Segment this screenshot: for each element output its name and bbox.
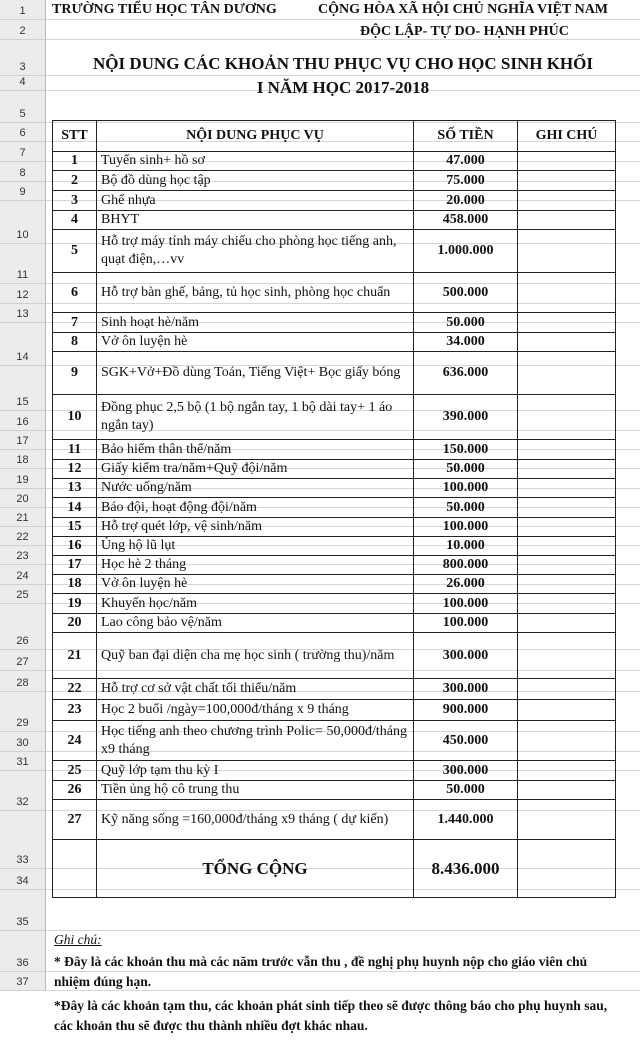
stt-cell[interactable]: 27 <box>53 800 97 840</box>
amount-cell[interactable]: 458.000 <box>414 211 518 230</box>
row-number[interactable]: 28 <box>0 671 46 692</box>
stt-cell[interactable]: 5 <box>53 230 97 273</box>
content-cell[interactable]: Bộ đồ dùng học tập <box>97 171 414 191</box>
notes-heading-text: Ghi chú: <box>54 932 102 947</box>
content-cell[interactable]: Tuyển sinh+ hồ sơ <box>97 152 414 171</box>
row-number[interactable]: 18 <box>0 450 46 469</box>
content-cell[interactable]: Hỗ trợ quét lớp, vệ sinh/năm <box>97 518 414 537</box>
table-row <box>53 152 616 171</box>
row-number[interactable]: 29 <box>0 692 46 732</box>
content-cell[interactable]: Học tiếng anh theo chương trình Polic= 50,000đ/tháng x9 tháng <box>97 721 414 761</box>
title-line-1: NỘI DUNG CÁC KHOẢN THU PHỤC VỤ CHO HỌC SINH KHỐI <box>93 54 593 73</box>
table-row <box>53 781 616 800</box>
content-cell[interactable]: Vở ôn luyện hè <box>97 575 414 594</box>
table-row <box>53 721 616 761</box>
stt-cell[interactable]: 6 <box>53 273 97 313</box>
content-cell[interactable]: Học hè 2 tháng <box>97 556 414 575</box>
row-number[interactable]: 11 <box>0 244 46 284</box>
title-line-2: I NĂM HỌC 2017-2018 <box>256 78 430 97</box>
amount-cell[interactable]: 1.440.000 <box>414 800 518 840</box>
republic-name: CỘNG HÒA XÃ HỘI CHỦ NGHĨA VIỆT NAM <box>318 2 609 17</box>
table-row <box>53 273 616 313</box>
stt-cell[interactable]: 13 <box>53 479 97 498</box>
motto: ĐỘC LẬP- TỰ DO- HẠNH PHÚC <box>360 24 569 39</box>
row-number[interactable]: 15 <box>0 366 46 411</box>
row-number[interactable]: 34 <box>0 869 46 890</box>
amount-cell[interactable]: 47.000 <box>414 152 518 171</box>
content-cell[interactable]: Bảo hiểm thân thể/năm <box>97 440 414 460</box>
row-number[interactable]: 22 <box>0 527 46 546</box>
note-2: *Đây là các khoản tạm thu, các khoản phát sinh tiếp theo sẽ được thông báo cho phụ huynh sau, các khoản thu sẽ được thu thành nhiều đợt khác nhau. <box>54 998 608 1033</box>
note-cell[interactable] <box>518 800 616 840</box>
row-number[interactable]: 12 <box>0 284 46 304</box>
table-row <box>53 479 616 498</box>
table-row <box>53 700 616 721</box>
amount-cell[interactable]: 390.000 <box>414 395 518 440</box>
row-number[interactable]: 30 <box>0 732 46 752</box>
row-number[interactable]: 2 <box>0 20 46 40</box>
content-cell[interactable]: SGK+Vở+Đồ dùng Toán, Tiếng Việt+ Bọc giấy bóng <box>97 352 414 395</box>
note-cell[interactable] <box>518 460 616 479</box>
note-cell[interactable] <box>518 171 616 191</box>
row-number[interactable]: 10 <box>0 201 46 244</box>
stt-cell[interactable]: 21 <box>53 633 97 679</box>
notes-heading <box>54 930 102 950</box>
table-row <box>53 313 616 333</box>
stt-cell[interactable]: 18 <box>53 575 97 594</box>
row-number[interactable]: 35 <box>0 890 46 931</box>
stt-cell[interactable]: 11 <box>53 440 97 460</box>
table-row <box>53 556 616 575</box>
content-cell[interactable]: Ủng hộ lũ lụt <box>97 537 414 556</box>
stt-cell[interactable]: 2 <box>53 171 97 191</box>
stt-cell[interactable]: 3 <box>53 191 97 211</box>
table-header-row <box>53 121 616 152</box>
content-cell[interactable]: Nước uống/năm <box>97 479 414 498</box>
row-number[interactable]: 8 <box>0 162 46 182</box>
row-number[interactable]: 31 <box>0 752 46 771</box>
row-number[interactable]: 1 <box>0 0 46 20</box>
table-row <box>53 440 616 460</box>
stt-cell[interactable]: 14 <box>53 498 97 518</box>
stt-cell[interactable]: 10 <box>53 395 97 440</box>
row-number[interactable]: 25 <box>0 585 46 604</box>
note-cell[interactable] <box>518 700 616 721</box>
amount-cell[interactable]: 300.000 <box>414 761 518 781</box>
stt-cell[interactable]: 4 <box>53 211 97 230</box>
amount-cell[interactable]: 1.000.000 <box>414 230 518 273</box>
note-cell[interactable] <box>518 273 616 313</box>
content-cell[interactable]: Hỗ trợ cơ sở vật chất tối thiểu/năm <box>97 679 414 700</box>
content-cell[interactable]: Lao công bảo vệ/năm <box>97 614 414 633</box>
table-row <box>53 211 616 230</box>
stt-cell[interactable]: 26 <box>53 781 97 800</box>
amount-cell[interactable]: 20.000 <box>414 191 518 211</box>
row-number[interactable]: 20 <box>0 489 46 508</box>
amount-cell[interactable]: 100.000 <box>414 594 518 614</box>
col-header-stt: STT <box>53 121 97 152</box>
amount-cell[interactable]: 50.000 <box>414 313 518 333</box>
amount-cell[interactable]: 636.000 <box>414 352 518 395</box>
note-cell[interactable] <box>518 479 616 498</box>
amount-cell[interactable]: 34.000 <box>414 333 518 352</box>
row-number[interactable]: 6 <box>0 123 46 142</box>
table-row <box>53 191 616 211</box>
amount-cell[interactable]: 100.000 <box>414 479 518 498</box>
total-stt-cell[interactable] <box>53 840 97 898</box>
row-number[interactable]: 23 <box>0 546 46 565</box>
note-cell[interactable] <box>518 594 616 614</box>
content-cell[interactable]: Đồng phục 2,5 bộ (1 bộ ngắn tay, 1 bộ dài tay+ 1 áo ngắn tay) <box>97 395 414 440</box>
row-number[interactable]: 21 <box>0 508 46 527</box>
row-number[interactable]: 17 <box>0 431 46 450</box>
table-row <box>53 395 616 440</box>
stt-cell[interactable]: 15 <box>53 518 97 537</box>
stt-cell[interactable]: 16 <box>53 537 97 556</box>
row-number[interactable]: 16 <box>0 411 46 431</box>
row-number[interactable]: 19 <box>0 469 46 489</box>
note-cell[interactable] <box>518 395 616 440</box>
row-number[interactable]: 24 <box>0 565 46 585</box>
amount-cell[interactable]: 50.000 <box>414 498 518 518</box>
content-cell[interactable]: Quỹ ban đại diện cha mẹ học sinh ( trường thu)/năm <box>97 633 414 679</box>
school-name: TRƯỜNG TIỂU HỌC TÂN DƯƠNG <box>52 2 277 17</box>
row-number[interactable]: 13 <box>0 304 46 323</box>
table-row <box>53 575 616 594</box>
content-cell[interactable]: Báo đội, hoạt động đội/năm <box>97 498 414 518</box>
note-cell[interactable] <box>518 781 616 800</box>
col-header-note: GHI CHÚ <box>518 121 616 152</box>
total-amount-cell[interactable]: 8.436.000 <box>414 840 518 898</box>
stt-cell[interactable]: 20 <box>53 614 97 633</box>
note-cell[interactable] <box>518 721 616 761</box>
content-cell[interactable]: Học 2 buổi /ngày=100,000đ/tháng x 9 tháng <box>97 700 414 721</box>
amount-cell[interactable]: 50.000 <box>414 781 518 800</box>
total-note-cell[interactable] <box>518 840 616 898</box>
table-row <box>53 537 616 556</box>
row-number[interactable]: 14 <box>0 323 46 366</box>
amount-cell[interactable]: 300.000 <box>414 633 518 679</box>
amount-cell[interactable]: 900.000 <box>414 700 518 721</box>
note-cell[interactable] <box>518 537 616 556</box>
note-cell[interactable] <box>518 498 616 518</box>
content-cell[interactable]: Giấy kiểm tra/năm+Quỹ đội/năm <box>97 460 414 479</box>
note-cell[interactable] <box>518 440 616 460</box>
note-cell[interactable] <box>518 761 616 781</box>
table-row <box>53 498 616 518</box>
fees-table <box>52 120 616 898</box>
row-number[interactable]: 9 <box>0 182 46 201</box>
row-number[interactable]: 27 <box>0 650 46 671</box>
col-header-amount: SỐ TIỀN <box>414 121 518 152</box>
amount-cell[interactable]: 100.000 <box>414 614 518 633</box>
note-cell[interactable] <box>518 152 616 171</box>
table-row <box>53 679 616 700</box>
note-cell[interactable] <box>518 352 616 395</box>
content-cell[interactable]: Quỹ lớp tạm thu kỳ I <box>97 761 414 781</box>
row-number[interactable]: 3 <box>0 40 46 76</box>
content-cell[interactable]: Hỗ trợ máy tính máy chiếu cho phòng học tiếng anh, quạt điện,…vv <box>97 230 414 273</box>
stt-cell[interactable]: 17 <box>53 556 97 575</box>
row-number[interactable]: 4 <box>0 76 46 91</box>
amount-cell[interactable]: 50.000 <box>414 460 518 479</box>
grid-line <box>46 75 640 76</box>
total-label-cell[interactable]: TỔNG CỘNG <box>97 840 414 898</box>
note-1: * Đây là các khoản thu mà các năm trước vẫn thu , đề nghị phụ huynh nộp cho giáo viên chủ nhiệm đúng hạn. <box>54 954 588 989</box>
stt-cell[interactable]: 19 <box>53 594 97 614</box>
stt-cell[interactable]: 22 <box>53 679 97 700</box>
grid-line <box>46 19 640 20</box>
table-row <box>53 518 616 537</box>
row-number[interactable]: 37 <box>0 972 46 991</box>
note-cell[interactable] <box>518 679 616 700</box>
row-number[interactable]: 7 <box>0 142 46 162</box>
amount-cell[interactable]: 75.000 <box>414 171 518 191</box>
note-cell[interactable] <box>518 518 616 537</box>
content-cell[interactable]: Vở ôn luyện hè <box>97 333 414 352</box>
table-row <box>53 230 616 273</box>
total-row <box>53 840 616 898</box>
content-cell[interactable]: BHYT <box>97 211 414 230</box>
note-cell[interactable] <box>518 556 616 575</box>
table-row <box>53 460 616 479</box>
content-cell[interactable]: Kỹ năng sống =160,000đ/tháng x9 tháng ( dự kiến) <box>97 800 414 840</box>
table-row <box>53 614 616 633</box>
table-row <box>53 633 616 679</box>
row-number[interactable]: 33 <box>0 811 46 869</box>
row-number[interactable]: 26 <box>0 604 46 650</box>
table-row <box>53 594 616 614</box>
content-cell[interactable]: Khuyến học/năm <box>97 594 414 614</box>
row-number[interactable]: 36 <box>0 931 46 972</box>
content-cell[interactable]: Sinh hoạt hè/năm <box>97 313 414 333</box>
stt-cell[interactable]: 12 <box>53 460 97 479</box>
stt-cell[interactable]: 24 <box>53 721 97 761</box>
amount-cell[interactable]: 10.000 <box>414 537 518 556</box>
grid-line <box>46 930 640 931</box>
row-number[interactable]: 5 <box>0 91 46 123</box>
table-row <box>53 761 616 781</box>
table-row <box>53 333 616 352</box>
amount-cell[interactable]: 300.000 <box>414 679 518 700</box>
stt-cell[interactable]: 7 <box>53 313 97 333</box>
stt-cell[interactable]: 1 <box>53 152 97 171</box>
stt-cell[interactable]: 25 <box>53 761 97 781</box>
note-cell[interactable] <box>518 191 616 211</box>
col-header-content: NỘI DUNG PHỤC VỤ <box>97 121 414 152</box>
note-cell[interactable] <box>518 614 616 633</box>
note-cell[interactable] <box>518 211 616 230</box>
stt-cell[interactable]: 8 <box>53 333 97 352</box>
amount-cell[interactable]: 450.000 <box>414 721 518 761</box>
note-cell[interactable] <box>518 333 616 352</box>
stt-cell[interactable]: 9 <box>53 352 97 395</box>
table-row <box>53 352 616 395</box>
note-cell[interactable] <box>518 230 616 273</box>
note-cell[interactable] <box>518 313 616 333</box>
row-number[interactable]: 32 <box>0 771 46 811</box>
table-row <box>53 800 616 840</box>
stt-cell[interactable]: 23 <box>53 700 97 721</box>
amount-cell[interactable]: 800.000 <box>414 556 518 575</box>
table-row <box>53 171 616 191</box>
amount-cell[interactable]: 150.000 <box>414 440 518 460</box>
note-cell[interactable] <box>518 575 616 594</box>
note-cell[interactable] <box>518 633 616 679</box>
content-cell[interactable]: Hỗ trợ bàn ghế, bảng, tủ học sinh, phòng học chuẩn <box>97 273 414 313</box>
amount-cell[interactable]: 500.000 <box>414 273 518 313</box>
amount-cell[interactable]: 100.000 <box>414 518 518 537</box>
content-cell[interactable]: Ghế nhựa <box>97 191 414 211</box>
amount-cell[interactable]: 26.000 <box>414 575 518 594</box>
content-cell[interactable]: Tiền ủng hộ cô trung thu <box>97 781 414 800</box>
